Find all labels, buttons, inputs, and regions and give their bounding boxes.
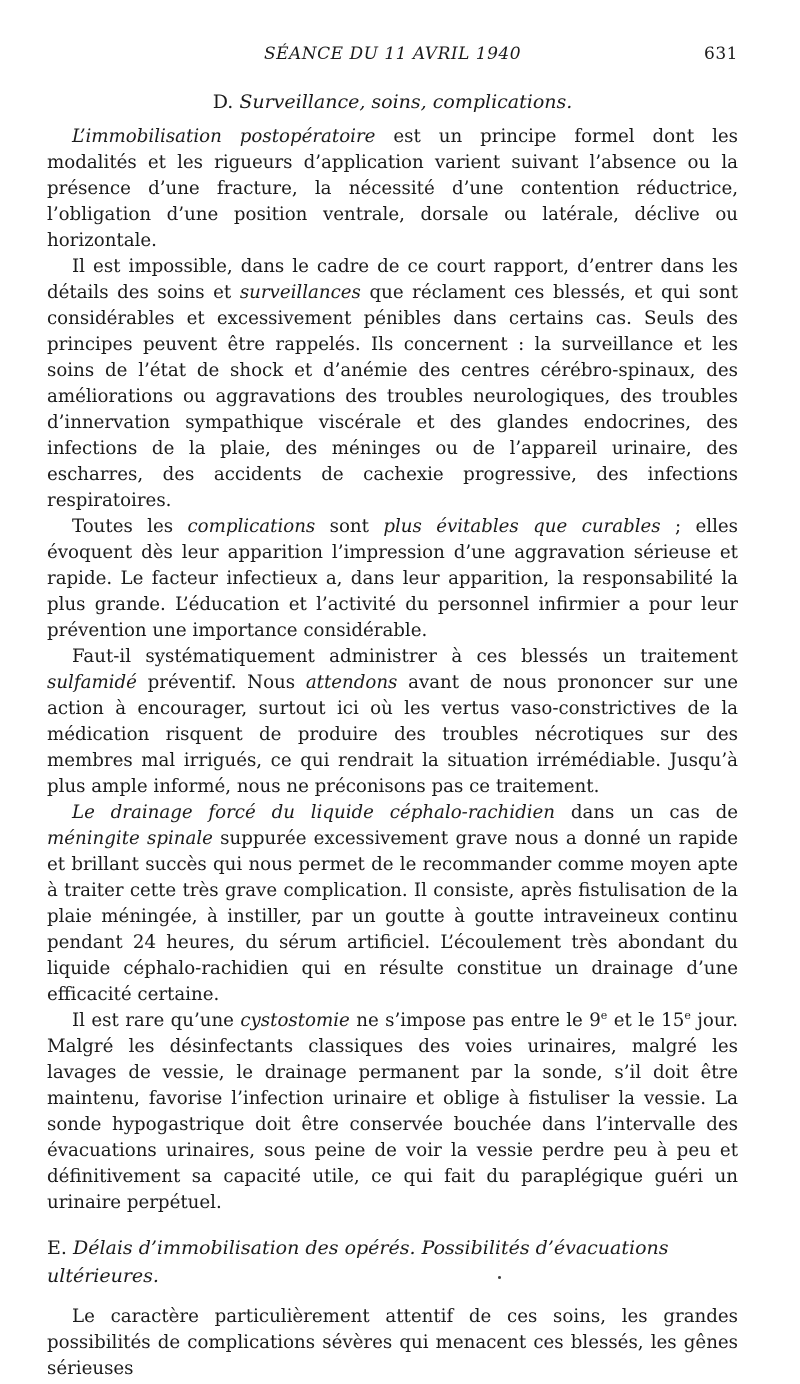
section-e-label: E. [47, 1237, 67, 1259]
print-speck [498, 1276, 501, 1279]
text-run: que réclament ces blessés, et qui sont considérables et excessivement pénibles dans certains cas. Seuls des principes peuvent être rappelés. Ils concernent : la surveillance et les soins de l’état de shock et d’anémie des centres cérébro-spinaux, des améliorations ou aggravations des troubles neurologiques, des troubles d’innervation sympathique viscérale et des glandes endocrines, des infections de la plaie, des méninges ou de l’appareil urinaire, des escharres, des accidents de cachexie progressive, des infections respiratoires. [47, 282, 739, 511]
page-number: 631 [704, 44, 738, 64]
text-run: préventif. Nous [136, 672, 306, 693]
text-run: dans un cas de [555, 802, 738, 823]
section-e-title: Délais d’immobilisation des opérés. Possibilités d’évacuations ultérieures. [47, 1237, 669, 1287]
paragraph-complications [47, 514, 738, 644]
superscript: e [684, 1008, 691, 1022]
section-e-heading [47, 1234, 738, 1290]
section-d-heading [47, 88, 738, 116]
emphasis: cystostomie [240, 1010, 350, 1031]
text-run: est un principe formel dont les modalités et les rigueurs d’application varient suivant l’absence ou la présence d’une fracture, la nécessité d’une contention réductrice, l’obligation d’une position ventrale, dorsale ou latérale, déclive ou horizontale. [47, 126, 738, 251]
emphasis: plus évitables que curables [383, 516, 661, 537]
emphasis: surveillances [239, 282, 361, 303]
text-run: avant de nous prononcer sur une action à encourager, surtout ici où les vertus vaso-constrictives de la médication risquent de produire des troubles nécrotiques sur des membres mal irrigués, ce qui rendrait la situation irrémédiable. Jusqu’à plus ample informé, nous ne préconisons pas ce traitement. [47, 672, 738, 797]
text-run: Faut-il systématiquement administrer à ces blessés un traitement [72, 646, 738, 667]
emphasis: méningite spinale [47, 828, 213, 849]
text-run: et le 15 [607, 1010, 685, 1031]
section-d-title: Surveillance, soins, complications. [239, 91, 573, 113]
text-run: suppurée excessivement grave nous a donné un rapide et brillant succès qui nous permet de le recommander comme moyen apte à traiter cette très grave complication. Il consiste, après fistulisation de la plaie méningée, à instiller, par un goutte à goutte intraveineux continu pendant 24 heures, du sérum artificiel. L’écoulement très abondant du liquide céphalo-rachidien qui en résulte constitue un drainage d’une efficacité certaine. [47, 828, 738, 1005]
text-run: Il est rare qu’une [72, 1010, 241, 1031]
paragraph-sulfamide [47, 644, 738, 800]
paragraph-drainage [47, 800, 738, 1008]
emphasis: L’immobilisation postopératoire [72, 126, 376, 147]
section-d-label: D. [212, 91, 234, 113]
emphasis: sulfamidé [47, 672, 137, 693]
emphasis: Le drainage forcé du liquide céphalo-rachidien [72, 802, 556, 823]
paragraph-cystostomie [47, 1008, 738, 1216]
text-run: ; elles évoquent dès leur apparition l’impression d’une aggravation sérieuse et rapide. Le facteur infectieux a, dans leur apparition, la responsabilité la plus grande. L’éducation et l’activité du personnel infirmier a pour leur prévention une importance considérable. [47, 516, 739, 641]
text-run: jour. Malgré les désinfectants classiques des voies urinaires, malgré les lavages de vessie, le drainage permanent par la sonde, s’il doit être maintenu, favorise l’infection urinaire et oblige à fistuliser la vessie. La sonde hypogastrique doit être conservée bouchée dans l’intervalle des évacuations urinaires, sous peine de voir la vessie perdre peu à peu et définitivement sa capacité utile, ce qui fait du paraplégique guéri un urinaire perpétuel. [47, 1010, 739, 1213]
text-run: Toutes les [72, 516, 188, 537]
running-title: SÉANCE DU 11 AVRIL 1940 [263, 44, 522, 64]
paragraph-delais [47, 1304, 738, 1382]
emphasis: complications [187, 516, 316, 537]
emphasis: attendons [305, 672, 398, 693]
paragraph-soins [47, 254, 738, 514]
text-run: sont [315, 516, 384, 537]
text-run: Le caractère particulièrement attentif de ces soins, les grandes possibilités de complications sévères qui menacent ces blessés, les gênes sérieuses [47, 1306, 738, 1379]
superscript: e [600, 1008, 608, 1022]
running-head [47, 44, 738, 74]
paragraph-immobilisation [47, 124, 738, 254]
text-run: Il est impossible, dans le cadre de ce court rapport, d’entrer dans les détails des soins et [47, 256, 738, 303]
text-run: ne s’impose pas entre le 9 [349, 1010, 601, 1031]
